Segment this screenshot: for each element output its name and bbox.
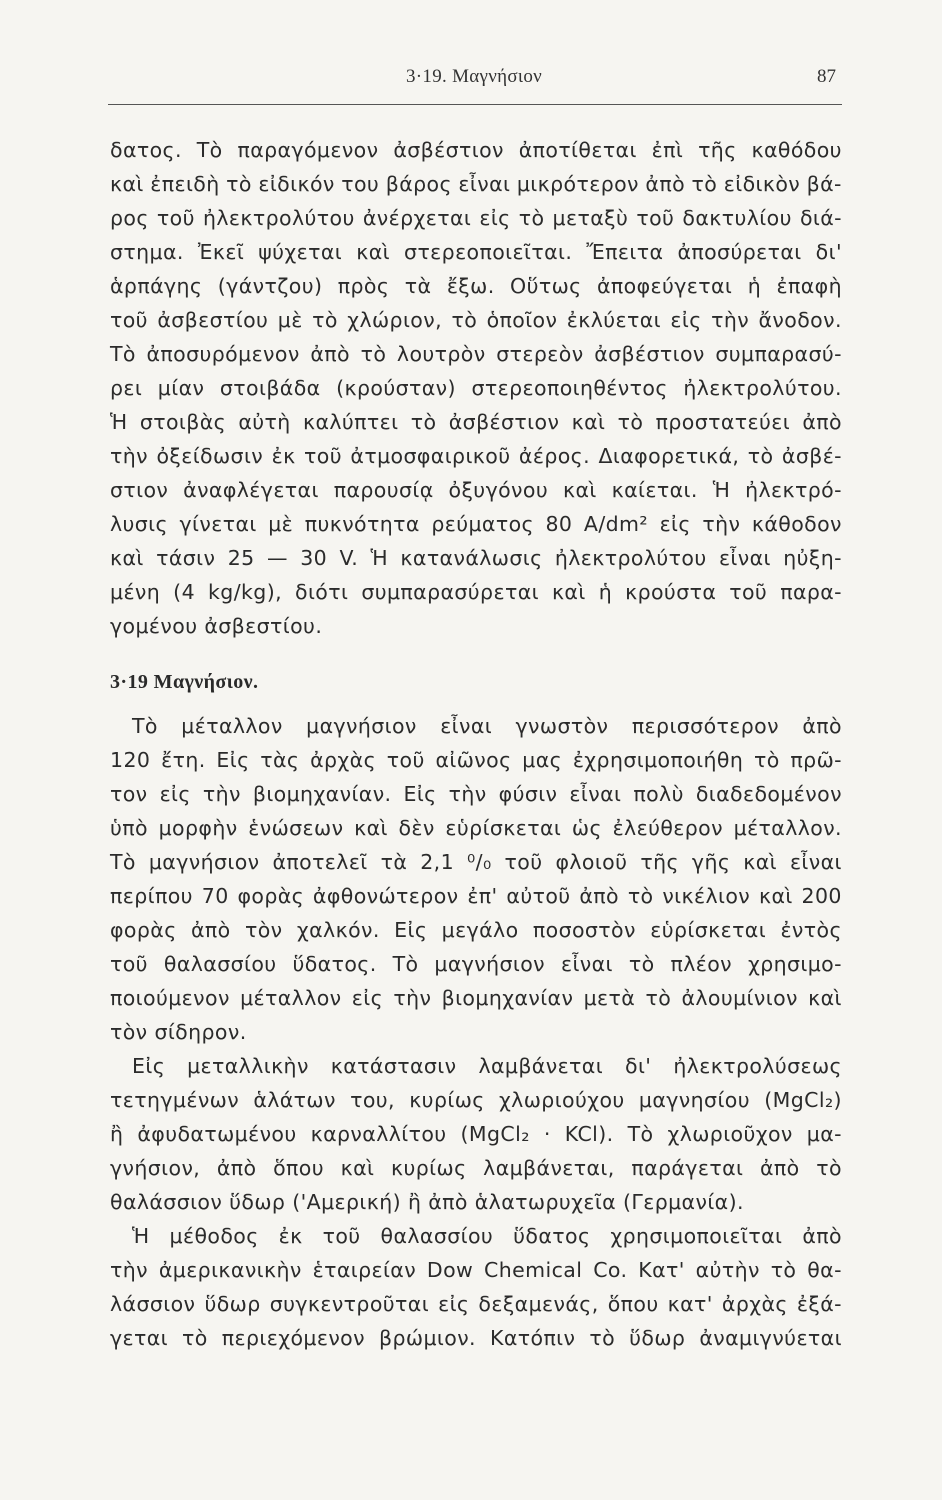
page-number: 87 <box>817 66 836 87</box>
text-line: στιον ἀναφλέγεται παρουσίᾳ ὀξυγόνου καὶ καίεται. Ἡ ἠλεκτρό- <box>110 478 842 502</box>
text-line: καὶ ἐπειδὴ τὸ εἰδικόν του βάρος εἶναι μικρότερον ἀπὸ τὸ εἰδικὸν βά- <box>110 172 842 196</box>
text-line: μένη (4 kg/kg), διότι συμπαρασύρεται καὶ ἡ κρούστα τοῦ παρα- <box>110 580 842 604</box>
running-title: 3·19. Μαγνήσιον <box>405 66 543 87</box>
text-line: θαλάσσιον ὕδωρ ('Αμερική) ἢ ἀπὸ ἁλατωρυχεῖα (Γερμανία). <box>110 1190 744 1214</box>
text-line: λυσις γίνεται μὲ πυκνότητα ρεύματος 80 A/dm² εἰς τὴν κάθοδον <box>110 512 842 536</box>
text-line: τον εἰς τὴν βιομηχανίαν. Εἰς τὴν φύσιν εἶναι πολὺ διαδεδομένον <box>110 782 842 806</box>
paragraph-4 <box>110 1219 842 1355</box>
text-line: τὴν ὀξείδωσιν ἐκ τοῦ ἀτμοσφαιρικοῦ ἀέρος. Διαφορετικά, τὸ ἀσβέ- <box>110 444 842 468</box>
paragraph-2 <box>110 709 842 1049</box>
text-line: ποιούμενον μέταλλον εἰς τὴν βιομηχανίαν μετὰ τὸ ἀλουμίνιον καὶ <box>110 986 842 1010</box>
text-line: λάσσιον ὕδωρ συγκεντροῦται εἰς δεξαμενάς, ὅπου κατ' ἀρχὰς ἐξά- <box>110 1292 842 1316</box>
text-line: ρει μίαν στοιβάδα (κρούσταν) στερεοποιηθέντος ἠλεκτρολύτου. <box>110 376 842 400</box>
text-line: Τὸ μαγνήσιον ἀποτελεῖ τὰ 2,1 ⁰/₀ τοῦ φλοιοῦ τῆς γῆς καὶ εἶναι <box>110 850 842 874</box>
text-line: τοῦ θαλασσίου ὕδατος. Τὸ μαγνήσιον εἶναι τὸ πλέον χρησιμο- <box>110 952 842 976</box>
text-line: ἢ ἀφυδατωμένου καρναλλίτου (MgCl₂ · KCl). Τὸ χλωριοῦχον μα- <box>110 1122 842 1146</box>
text-line: ρος τοῦ ἠλεκτρολύτου ἀνέρχεται εἰς τὸ μεταξὺ τοῦ δακτυλίου διά- <box>110 206 842 230</box>
text-line: γεται τὸ περιεχόμενον βρώμιον. Κατόπιν τὸ ὕδωρ ἀναμιγνύεται <box>110 1326 842 1350</box>
text-line: τετηγμένων ἁλάτων του, κυρίως χλωριούχου μαγνησίου (MgCl₂) <box>110 1088 842 1112</box>
page-header <box>108 66 840 96</box>
text-line: τοῦ ἀσβεστίου μὲ τὸ χλώριον, τὸ ὁποῖον ἐκλύεται εἰς τὴν ἄνοδον. <box>110 308 842 332</box>
text-line: στημα. Ἐκεῖ ψύχεται καὶ στερεοποιεῖται. Ἔπειτα ἀποσύρεται δι' <box>110 240 842 264</box>
text-line: Ἡ μέθοδος ἐκ τοῦ θαλασσίου ὕδατος χρησιμοποιεῖται ἀπὸ <box>132 1224 842 1248</box>
text-line: δατος. Τὸ παραγόμενον ἀσβέστιον ἀποτίθεται ἐπὶ τῆς καθόδου <box>110 138 842 162</box>
text-line: καὶ τάσιν 25 — 30 V. Ἡ κατανάλωσις ἠλεκτρολύτου εἶναι ηὐξη- <box>110 546 842 570</box>
paragraph-3 <box>110 1049 842 1219</box>
paragraph-1 <box>110 133 842 643</box>
text-line: Τὸ ἀποσυρόμενον ἀπὸ τὸ λουτρὸν στερεὸν ἀσβέστιον συμπαρασύ- <box>110 342 842 366</box>
text-line: ὑπὸ μορφὴν ἑνώσεων καὶ δὲν εὑρίσκεται ὡς ἐλεύθερον μέταλλον. <box>110 816 842 840</box>
header-rule <box>108 104 842 105</box>
text-line: Ἡ στοιβὰς αὐτὴ καλύπτει τὸ ἀσβέστιον καὶ τὸ προστατεύει ἀπὸ <box>110 410 842 434</box>
text-line: 120 ἔτη. Εἰς τὰς ἀρχὰς τοῦ αἰῶνος μας ἐχρησιμοποιήθη τὸ πρῶ- <box>110 748 842 772</box>
text-line: Εἰς μεταλλικὴν κατάστασιν λαμβάνεται δι' ἠλεκτρολύσεως <box>132 1054 842 1078</box>
text-line: Τὸ μέταλλον μαγνήσιον εἶναι γνωστὸν περισσότερον ἀπὸ <box>132 714 842 738</box>
text-line: ἁρπάγης (γάντζου) πρὸς τὰ ἔξω. Οὕτως ἀποφεύγεται ἡ ἐπαφὴ <box>110 274 842 298</box>
text-line: περίπου 70 φορὰς ἀφθονώτερον ἐπ' αὐτοῦ ἀπὸ τὸ νικέλιον καὶ 200 <box>110 884 842 908</box>
text-line: φορὰς ἀπὸ τὸν χαλκόν. Εἰς μεγάλο ποσοστὸν εὑρίσκεται ἐντὸς <box>110 918 842 942</box>
section-heading: 3·19 Μαγνήσιον. <box>110 671 259 693</box>
page-body <box>110 133 842 1355</box>
text-line: γνήσιον, ἀπὸ ὅπου καὶ κυρίως λαμβάνεται, παράγεται ἀπὸ τὸ <box>110 1156 842 1180</box>
text-line: τὸν σίδηρον. <box>110 1020 247 1044</box>
text-line: γομένου ἀσβεστίου. <box>110 614 323 638</box>
text-line: τὴν ἀμερικανικὴν ἑταιρείαν Dow Chemical Co. Κατ' αὐτὴν τὸ θα- <box>110 1258 842 1282</box>
